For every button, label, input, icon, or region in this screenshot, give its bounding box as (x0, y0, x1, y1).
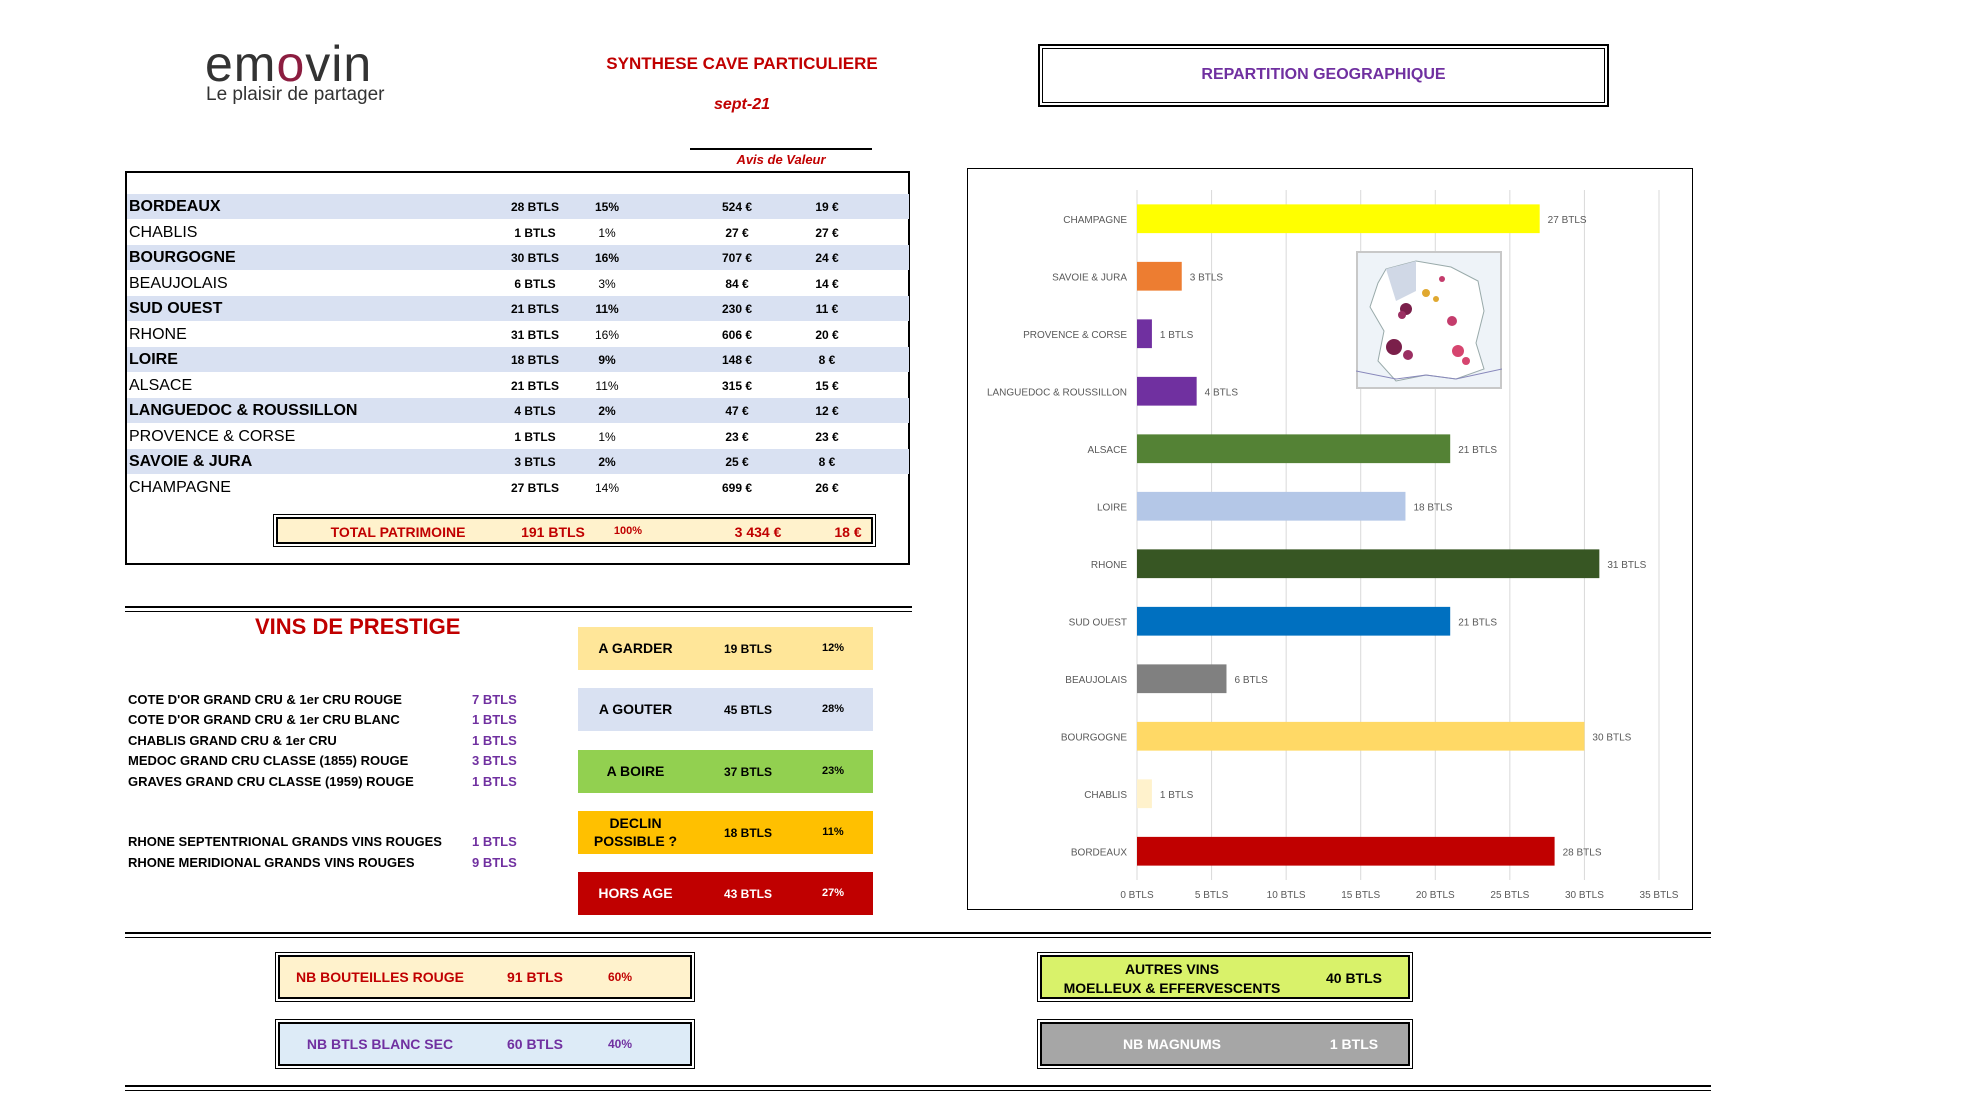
prestige-item-name: RHONE SEPTENTRIONAL GRANDS VINS ROUGES (128, 834, 442, 849)
chart-bar (1137, 837, 1555, 866)
prestige-item-btls: 1 BTLS (472, 774, 517, 789)
prestige-item-name: COTE D'OR GRAND CRU & 1er CRU ROUGE (128, 692, 402, 707)
region-pct: 9% (598, 353, 616, 367)
region-value: 47 € (725, 404, 749, 418)
bottom-divider-bottom (125, 1085, 1711, 1087)
region-pct: 3% (598, 276, 616, 291)
region-name: RHONE (129, 325, 187, 343)
prestige-item-btls: 9 BTLS (472, 855, 517, 870)
region-name: BOURGOGNE (129, 249, 236, 266)
garde-box (578, 811, 873, 854)
garde-label: A GOUTER (598, 701, 673, 717)
logo-text-o: o (276, 36, 306, 92)
region-avg: 11 € (815, 302, 839, 316)
total-btls: 191 BTLS (521, 524, 585, 540)
total-value: 3 434 € (734, 524, 782, 540)
chart-bar (1137, 779, 1152, 808)
region-btls: 18 BTLS (510, 353, 559, 367)
avis-de-valeur-label: Avis de Valeur (736, 152, 826, 167)
garde-box (578, 688, 873, 731)
garde-label-line1: DECLIN (609, 815, 662, 831)
chart-bar (1137, 722, 1584, 751)
rouge-summary-box (278, 955, 692, 999)
total-patrimoine-row (276, 517, 873, 544)
prestige-item-name: GRAVES GRAND CRU CLASSE (1959) ROUGE (128, 774, 414, 789)
region-value: 23 € (725, 429, 749, 444)
page-title: SYNTHESE CAVE PARTICULIERE (606, 54, 878, 73)
region-avg: 24 € (815, 251, 839, 265)
garde-pct: 11% (822, 826, 844, 838)
logo-tagline: Le plaisir de partager (206, 84, 385, 105)
region-name: CHAMPAGNE (129, 478, 231, 496)
bottom-divider-top-thin (125, 937, 1711, 938)
chart-bar (1137, 664, 1226, 693)
garde-pct: 27% (821, 887, 845, 899)
region-value: 524 € (721, 200, 753, 214)
chart-value-label: 21 BTLS (1458, 617, 1498, 629)
blanc-label: NB BTLS BLANC SEC (306, 1036, 454, 1052)
chart-value-label: 27 BTLS (1547, 214, 1587, 226)
region-avg: 26 € (815, 480, 839, 495)
section-divider-thin (125, 611, 912, 612)
rouge-pct: 60% (607, 970, 633, 984)
chart-value-label: 30 BTLS (1592, 732, 1632, 744)
region-name: LANGUEDOC & ROUSSILLON (129, 402, 358, 419)
region-btls: 21 BTLS (510, 378, 559, 393)
region-name: CHABLIS (129, 223, 198, 241)
region-row (127, 398, 909, 423)
prestige-item-name: CHABLIS GRAND CRU & 1er CRU (128, 733, 337, 748)
blanc-pct: 40% (607, 1037, 633, 1051)
rouge-label: NB BOUTEILLES ROUGE (295, 969, 464, 985)
region-btls: 27 BTLS (510, 480, 559, 495)
region-name: SAVOIE & JURA (129, 453, 253, 470)
bottom-divider-bottom-thin (125, 1090, 1711, 1091)
chart-x-tick-label: 10 BTLS (1266, 890, 1306, 901)
region-value: 315 € (721, 378, 753, 393)
chart-bar (1137, 262, 1182, 291)
avis-divider (690, 148, 872, 150)
chart-value-label: 6 BTLS (1234, 674, 1268, 686)
garde-pct: 12% (821, 642, 845, 654)
garde-btls: 37 BTLS (723, 765, 772, 779)
total-pct: 100% (613, 525, 643, 537)
geo-bar-chart (967, 168, 1693, 910)
chart-bar (1137, 549, 1599, 578)
region-row (127, 373, 909, 398)
blanc-btls: 60 BTLS (506, 1036, 563, 1052)
prestige-item-name: MEDOC GRAND CRU CLASSE (1855) ROUGE (128, 753, 409, 768)
chart-x-tick-label: 30 BTLS (1564, 890, 1604, 901)
region-row (127, 271, 909, 296)
region-avg: 8 € (818, 353, 836, 367)
logo-text-suffix: vin (305, 36, 373, 92)
section-divider (125, 606, 912, 608)
region-pct: 16% (594, 327, 620, 342)
region-value: 25 € (725, 455, 749, 469)
region-value: 84 € (725, 276, 749, 291)
autres-vins-box (1040, 955, 1410, 999)
region-value: 148 € (721, 353, 753, 367)
region-avg: 20 € (815, 327, 839, 342)
chart-value-label: 18 BTLS (1413, 502, 1453, 514)
region-pct: 15% (594, 200, 620, 214)
magnums-box (1040, 1022, 1410, 1066)
chart-value-label: 1 BTLS (1159, 329, 1194, 341)
garde-label: A BOIRE (606, 763, 665, 779)
region-value: 606 € (721, 327, 753, 342)
garde-label: HORS AGE (598, 885, 673, 901)
chart-bar (1137, 204, 1540, 233)
region-value: 707 € (721, 251, 753, 265)
region-row (127, 322, 909, 347)
prestige-item-btls: 1 BTLS (472, 834, 517, 849)
autres-label-line1: AUTRES VINS (1124, 961, 1220, 977)
region-avg: 23 € (815, 429, 839, 444)
region-pct: 2% (598, 404, 616, 418)
autres-btls: 40 BTLS (1325, 970, 1382, 986)
garde-btls: 19 BTLS (723, 642, 772, 656)
region-avg: 15 € (815, 378, 839, 393)
prestige-item-name: COTE D'OR GRAND CRU & 1er CRU BLANC (128, 712, 400, 727)
region-row (127, 194, 909, 219)
chart-category-label: CHABLIS (1084, 789, 1127, 801)
region-pct: 1% (598, 225, 616, 240)
garde-pct: 28% (821, 703, 845, 715)
region-pct: 11% (595, 378, 619, 393)
blanc-summary-box (278, 1022, 692, 1066)
chart-category-label: LOIRE (1096, 502, 1127, 514)
total-label: TOTAL PATRIMOINE (330, 524, 466, 540)
region-pct: 14% (594, 480, 620, 495)
geo-title: REPARTITION GEOGRAPHIQUE (1201, 66, 1446, 83)
prestige-item-btls: 7 BTLS (472, 692, 517, 707)
region-name: SUD OUEST (129, 300, 223, 317)
region-row (127, 347, 909, 372)
garde-label-line2: POSSIBLE ? (593, 833, 678, 849)
region-btls: 31 BTLS (510, 327, 559, 342)
chart-x-tick-label: 5 BTLS (1194, 890, 1229, 901)
chart-bar (1137, 492, 1405, 521)
chart-value-label: 21 BTLS (1458, 444, 1498, 456)
garde-pct: 23% (821, 765, 845, 777)
region-btls: 6 BTLS (514, 276, 556, 291)
region-btls: 3 BTLS (514, 455, 556, 469)
chart-value-label: 3 BTLS (1189, 272, 1224, 284)
region-avg: 27 € (815, 225, 839, 240)
chart-value-label: 1 BTLS (1159, 789, 1194, 801)
magnums-label: NB MAGNUMS (1123, 1036, 1221, 1052)
prestige-item-btls: 1 BTLS (472, 712, 517, 727)
garde-btls: 43 BTLS (723, 887, 772, 901)
prestige-item-btls: 3 BTLS (472, 753, 517, 768)
bottom-divider-top (125, 932, 1711, 934)
region-avg: 14 € (815, 276, 839, 291)
chart-category-label: SAVOIE & JURA (1052, 272, 1127, 284)
region-btls: 28 BTLS (510, 200, 559, 214)
region-btls: 30 BTLS (510, 251, 559, 265)
total-avg: 18 € (834, 524, 862, 540)
region-avg: 12 € (815, 404, 839, 418)
region-name: ALSACE (129, 376, 193, 394)
region-row (127, 220, 909, 245)
region-value: 230 € (721, 302, 753, 316)
chart-x-tick-label: 0 BTLS (1120, 890, 1154, 901)
garde-btls: 45 BTLS (723, 703, 772, 717)
rouge-btls: 91 BTLS (506, 969, 563, 985)
region-row (127, 449, 909, 474)
garde-box (578, 627, 873, 670)
chart-category-label: ALSACE (1087, 444, 1127, 456)
chart-bar (1137, 377, 1197, 406)
chart-value-label: 28 BTLS (1562, 847, 1602, 859)
chart-value-label: 31 BTLS (1607, 559, 1647, 571)
chart-x-tick-label: 35 BTLS (1639, 890, 1679, 901)
chart-category-label: BEAUJOLAIS (1065, 674, 1127, 686)
region-pct: 1% (598, 429, 616, 444)
prestige-title: VINS DE PRESTIGE (255, 614, 461, 639)
chart-category-label: CHAMPAGNE (1063, 214, 1127, 226)
chart-value-label: 4 BTLS (1204, 387, 1239, 399)
region-avg: 19 € (815, 200, 839, 214)
chart-x-tick-label: 15 BTLS (1341, 890, 1381, 901)
region-row (127, 475, 909, 500)
chart-category-label: RHONE (1090, 559, 1127, 571)
garde-box (578, 750, 873, 793)
region-row (127, 245, 909, 270)
region-avg: 8 € (818, 455, 836, 469)
region-name: LOIRE (129, 351, 178, 368)
region-pct: 16% (594, 251, 620, 265)
chart-category-label: BORDEAUX (1070, 847, 1127, 859)
france-wine-map-image (1356, 251, 1502, 389)
chart-x-tick-label: 20 BTLS (1415, 890, 1455, 901)
garde-label: A GARDER (598, 640, 673, 656)
prestige-item-btls: 1 BTLS (472, 733, 517, 748)
chart-category-label: SUD OUEST (1068, 617, 1127, 629)
chart-bar (1137, 319, 1152, 348)
chart-category-label: BOURGOGNE (1060, 732, 1127, 744)
region-btls: 4 BTLS (514, 404, 556, 418)
region-name: BEAUJOLAIS (129, 274, 228, 292)
garde-btls: 18 BTLS (723, 826, 772, 840)
region-pct: 11% (595, 302, 619, 316)
region-name: PROVENCE & CORSE (129, 427, 296, 445)
region-value: 699 € (721, 480, 753, 495)
region-btls: 21 BTLS (510, 302, 559, 316)
region-pct: 2% (598, 455, 616, 469)
prestige-item-name: RHONE MERIDIONAL GRANDS VINS ROUGES (128, 855, 415, 870)
region-name: BORDEAUX (129, 198, 221, 215)
chart-category-label: PROVENCE & CORSE (1023, 329, 1127, 341)
chart-category-label: LANGUEDOC & ROUSSILLON (986, 387, 1127, 399)
chart-x-tick-label: 25 BTLS (1490, 890, 1530, 901)
garde-box (578, 872, 873, 915)
region-row (127, 424, 909, 449)
logo-text-prefix: em (205, 36, 277, 92)
autres-label-line2: MOELLEUX & EFFERVESCENTS (1063, 980, 1281, 996)
region-value: 27 € (725, 225, 749, 240)
magnums-btls: 1 BTLS (1329, 1036, 1379, 1052)
region-btls: 1 BTLS (514, 225, 556, 240)
page-date: sept-21 (713, 96, 771, 113)
chart-bar (1137, 607, 1450, 636)
region-row (127, 296, 909, 321)
region-btls: 1 BTLS (514, 429, 556, 444)
chart-bar (1137, 434, 1450, 463)
